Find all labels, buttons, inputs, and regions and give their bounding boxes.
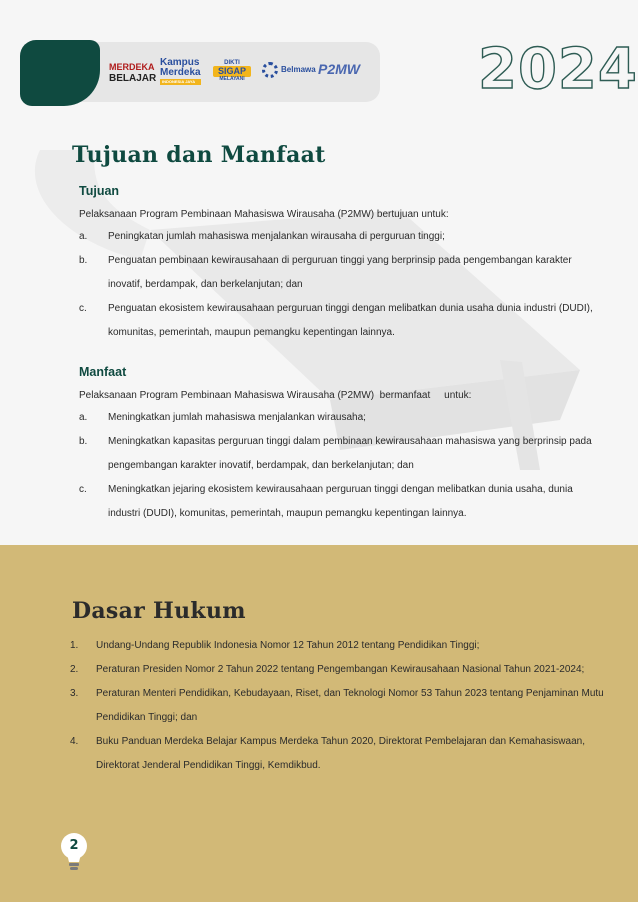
tujuan-intro: Pelaksanaan Program Pembinaan Mahasiswa Wirausaha (P2MW) bertujuan untuk: <box>79 209 449 220</box>
list-item: b. Penguatan pembinaan kewirausahaan di perguruan tinggi yang berprinsip pada pengembangan karakter inovatif, berdampak, dan berkelanjutan; dan <box>79 255 572 290</box>
tujuan-list <box>79 225 599 345</box>
list-item: 1. Undang-Undang Republik Indonesia Nomor 12 Tahun 2012 tentang Pendidikan Tinggi; <box>70 640 480 651</box>
list-item: c. Penguatan ekosistem kewirausahaan perguruan tinggi dengan melibatkan dunia usaha dunia industri (DUDI), komunitas, pemerintah, maupun pemangku kepentingan lainnya. <box>79 303 593 338</box>
belmawa-logo: Belmawa <box>262 62 316 78</box>
gear-icon <box>262 62 278 78</box>
list-item: a. Meningkatkan jumlah mahasiswa menjalankan wirausaha; <box>79 412 366 423</box>
section-title-tujuan-manfaat: Tujuan dan Manfaat <box>72 142 326 168</box>
dikti-sigap-logo: DIKTI SIGAP MELAYANI <box>213 60 251 82</box>
page-number: 2 <box>69 838 79 853</box>
list-item: 4. Buku Panduan Merdeka Belajar Kampus Merdeka Tahun 2020, Direktorat Pembelajaran dan Kemahasiswaan, Direktorat Jenderal Pendidikan Tinggi, Kemdikbud. <box>70 736 585 771</box>
dasar-hukum-list <box>70 634 615 778</box>
subheading-manfaat: Manfaat <box>79 365 127 379</box>
manfaat-list <box>79 406 599 526</box>
subheading-tujuan: Tujuan <box>79 184 120 198</box>
kampus-merdeka-logo: Kampus Merdeka INDONESIA JAYA <box>160 57 201 84</box>
list-item: 3. Peraturan Menteri Pendidikan, Kebudayaan, Riset, dan Teknologi Nomor 53 Tahun 2023 tentang Penjaminan Mutu Pendidikan Tinggi; dan <box>70 688 604 723</box>
list-item: c. Meningkatkan jejaring ekosistem kewirausahaan perguruan tinggi dengan melibatkan dunia usaha, dunia industri (DUDI), komunitas, pemerintah, maupun pemangku kepentingan lainnya. <box>79 484 573 519</box>
list-item: a. Peningkatan jumlah mahasiswa menjalankan wirausaha di perguruan tinggi; <box>79 231 445 242</box>
list-item: 2. Peraturan Presiden Nomor 2 Tahun 2022 tentang Pengembangan Kewirausahaan Nasional Tahun 2021-2024; <box>70 664 585 675</box>
p2mw-logo: P2MW <box>318 61 360 77</box>
header-accent-tab <box>20 40 100 106</box>
manfaat-intro: Pelaksanaan Program Pembinaan Mahasiswa Wirausaha (P2MW) bermanfaat untuk: <box>79 390 472 401</box>
section-title-dasar-hukum: Dasar Hukum <box>72 598 246 624</box>
list-item: b. Meningkatkan kapasitas perguruan tinggi dalam pembinaan kewirausahaan mahasiswa yang berprinsip pada pengembangan karakter inovatif, berdampak, dan berkelanjutan; dan <box>79 436 592 471</box>
year-label: 2024 <box>478 37 638 102</box>
merdeka-belajar-logo: MERDEKA BELAJAR <box>109 62 157 84</box>
